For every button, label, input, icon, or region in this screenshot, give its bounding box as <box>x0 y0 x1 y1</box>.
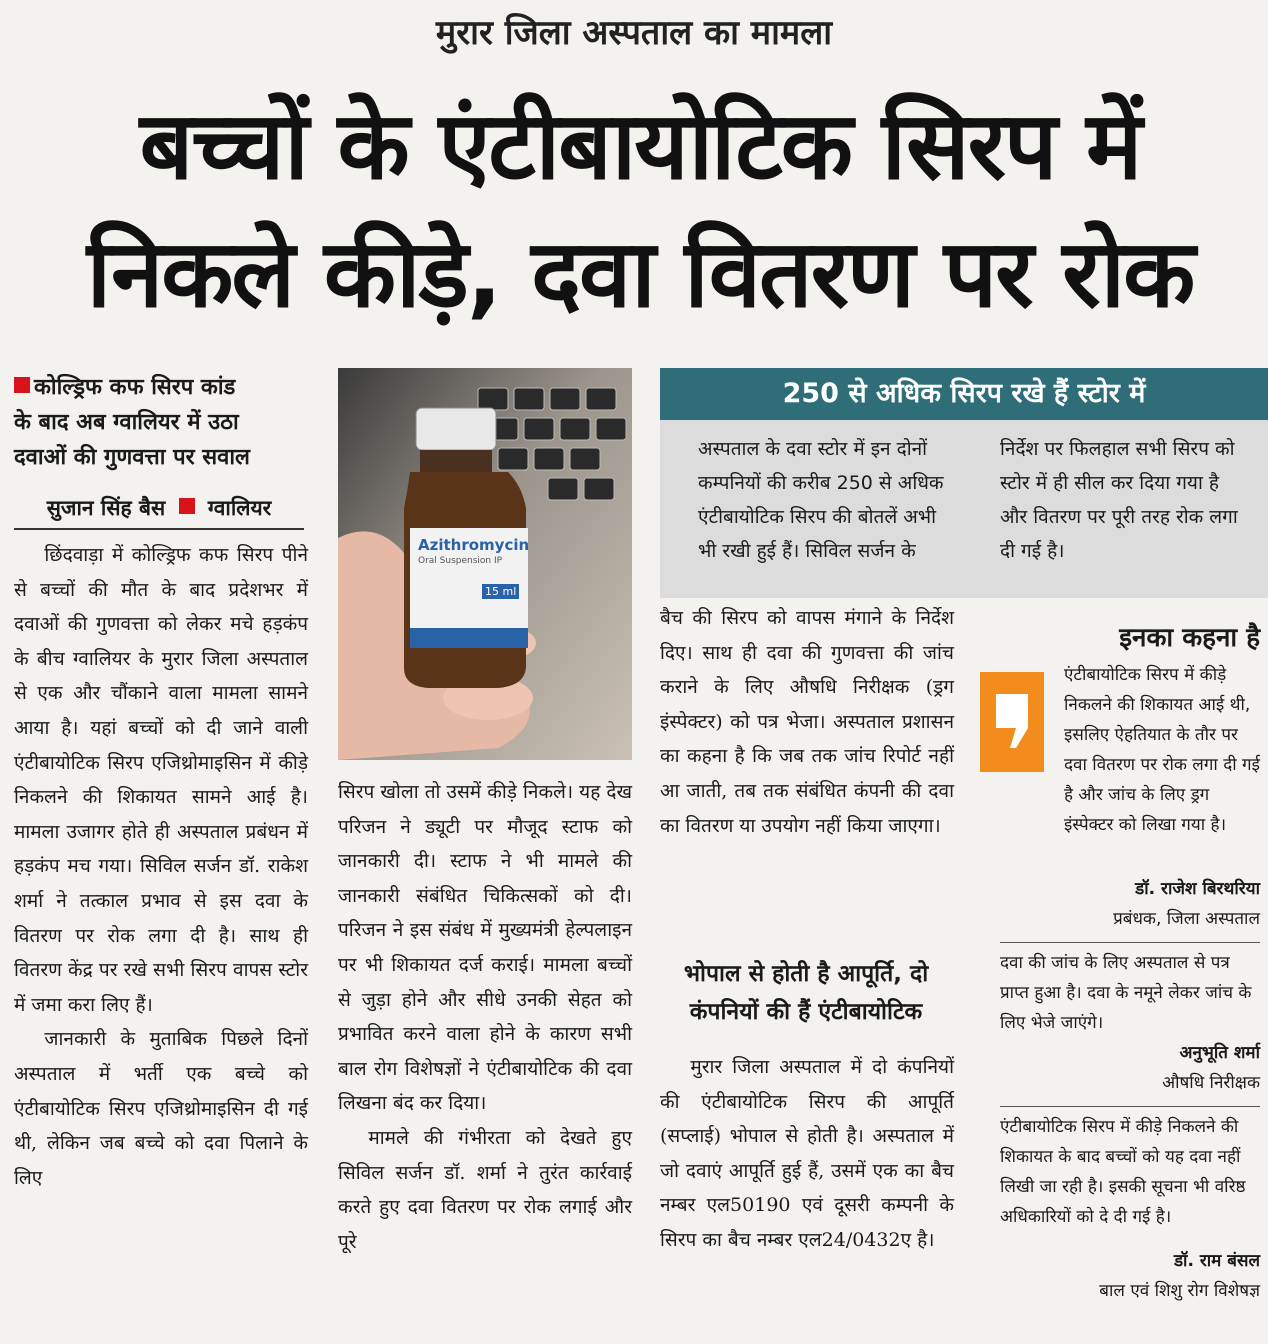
kicker: मुरार जिला अस्पताल का मामला <box>435 13 833 53</box>
article-paragraph: सिरप खोला तो उसमें कीड़े निकले। यह देख परिजन ने ड्यूटी पर मौजूद स्टाफ को जानकारी दी। स्टाफ ने भी मामले की जानकारी संबंधित चिकित्सकों को दी। परिजन ने इस संबंध में मुख्यमंत्री हेल्पलाइन पर भी शिकायत दर्ज कराई। मामला बच्चों से जुड़ा होने और सीधे उनकी सेहत को प्रभावित करने वाला होने के कारण सभी बाल रोग विशेषज्ञों ने एंटीबायोटिक की दवा लिखना बंद कर दिया। <box>338 781 632 1115</box>
article-paragraph: मुरार जिला अस्पताल में दो कंपनियों की एंटीबायोटिक सिरप की आपूर्ति (सप्लाई) भोपाल से होती है। अस्पताल में जो दवाएं आपूर्ति हुई हैं, उसमें एक का बैच नम्बर एल50190 एवं दूसरी कम्पनी के सिरप का बैच नम्बर एल24/0432ए है। <box>660 1056 954 1251</box>
quote-3-role: बाल एवं शिशु रोग विशेषज्ञ <box>1099 1281 1260 1301</box>
article-column-3-cont <box>660 1050 954 1258</box>
quote-icon <box>980 672 1044 772</box>
quote-3-name: डॉ. राम बंसल <box>1173 1251 1260 1271</box>
subhead-line-1: कोल्ड्रिफ कफ सिरप कांड <box>34 375 236 400</box>
article-paragraph: छिंदवाड़ा में कोल्ड्रिफ कफ सिरप पीने से बच्चों की मौत के बाद प्रदेशभर में दवाओं की गुणवत्ता को लेकर मचे हड़कंप के बीच ग्वालियर के मुरार जिला अस्पताल से एक और चौंकाने वाला मामला सामने आया है। यहां बच्चों को दी जाने वाली एंटीबायोटिक सिरप एजिथ्रोमाइसिन में कीड़े निकलने की शिकायत सामने आई है। मामला उजागर होते ही अस्पताल प्रबंधन में हड़कंप मच गया। सिविल सर्जन डॉ. राकेश शर्मा ने तत्काल प्रभाव से इस दवा के वितरण पर रोक लगा दी है। साथ ही वितरण केंद्र पर रखे सभी सिरप वापस स्टोर में जमा करा लिए हैं। <box>14 544 308 1016</box>
divider <box>1000 1106 1260 1107</box>
box-text-left: अस्पताल के दवा स्टोर में इन दोनों कम्पनियों की करीब 250 से अधिक एंटीबायोटिक सिरप की बोतलें अभी भी रखी हुई हैं। सिविल सर्जन के <box>698 438 944 562</box>
quote-1-attribution <box>1000 874 1260 934</box>
bottle-volume: 15 ml <box>482 584 519 599</box>
subhead-line-3: दवाओं की गुणवत्ता पर सवाल <box>14 445 250 470</box>
quote-3 <box>1000 1112 1260 1306</box>
article-column-3 <box>660 601 954 843</box>
headline-line-2: निकले कीड़े, दवा वितरण पर रोक <box>86 220 1194 329</box>
bottle-label: Azithromycin <box>418 536 530 554</box>
quote-2-role: औषधि निरीक्षक <box>1162 1073 1260 1093</box>
box-title: 250 से अधिक सिरप रखे हैं स्टोर में <box>660 368 1268 420</box>
article-paragraph: मामले की गंभीरता को देखते हुए सिविल सर्जन डॉ. शर्मा ने तुरंत कार्रवाई करते हुए दवा वितरण पर रोक लगाई और पूरे <box>338 1126 632 1253</box>
quote-2 <box>1000 948 1260 1098</box>
quote-3-text: एंटीबायोटिक सिरप में कीड़े निकलने की शिकायत के बाद बच्चों को यह दवा नहीं लिखी जा रही है। इसकी सूचना भी वरिष्ठ अधिकारियों को दे दी गई है। <box>1000 1117 1246 1227</box>
box-body <box>660 420 1268 598</box>
byline-author: सुजान सिंह बैस <box>46 496 166 520</box>
article-column-2 <box>338 775 632 1259</box>
box-text-right: निर्देश पर फिलहाल सभी सिरप को स्टोर में ही सील कर दिया गया है और वितरण पर पूरी तरह रोक लगा दी गई है। <box>1000 438 1238 562</box>
subhead-line-2: के बाद अब ग्वालियर में उठा <box>14 410 239 435</box>
quote-1-text: एंटीबायोटिक सिरप में कीड़े निकलने की शिकायत आई थी, इसलिए ऐहतियात के तौर पर दवा वितरण पर रोक लगा दी गई है और जांच के लिए ड्रग इंस्पेक्टर को लिखा गया है। <box>1064 665 1260 835</box>
article-paragraph: जानकारी के मुताबिक पिछले दिनों अस्पताल में भर्ती एक बच्चे को एंटीबायोटिक सिरप एजिथ्रोमाइसिन दी गई थी, लेकिन जब बच्चे को दवा पिलाने के लिए <box>14 1028 308 1189</box>
quote-1-name: डॉ. राजेश बिरथरिया <box>1135 879 1260 899</box>
article-paragraph: बैच की सिरप को वापस मंगाने के निर्देश दिए। साथ ही दवा की गुणवत्ता की जांच कराने के लिए औषधि निरीक्षक (ड्रग इंस्पेक्टर) को पत्र भेजा। अस्पताल प्रशासन का कहना है कि जब तक जांच रिपोर्ट नहीं आ जाती, तब तक संबंधित कंपनी की दवा का वितरण या उपयोग नहीं किया जाएगा। <box>660 607 954 837</box>
sidebar-title: इनका कहना है <box>1119 623 1260 653</box>
bottle-sublabel: Oral Suspension IP <box>418 556 503 566</box>
quote-2-text: दवा की जांच के लिए अस्पताल से पत्र प्राप्त हुआ है। दवा के नमूने लेकर जांच के लिए भेजे जाएंगे। <box>1000 953 1252 1033</box>
quote-2-name: अनुभूति शर्मा <box>1179 1043 1260 1063</box>
article-column-1 <box>14 538 308 1195</box>
red-square-icon <box>179 498 195 514</box>
red-square-icon <box>14 377 30 393</box>
byline-place: ग्वालियर <box>207 496 272 520</box>
quote-1-role: प्रबंधक, जिला अस्पताल <box>1113 909 1260 929</box>
subheadline <box>14 370 304 475</box>
column-subheading: भोपाल से होती है आपूर्ति, दो कंपनियों की हैं एंटीबायोटिक <box>683 961 929 1025</box>
headline-line-1: बच्चों के एंटीबायोटिक सिरप में <box>139 92 1141 201</box>
divider <box>1000 942 1260 943</box>
byline <box>14 494 304 530</box>
syrup-bottle-photo <box>338 368 632 760</box>
